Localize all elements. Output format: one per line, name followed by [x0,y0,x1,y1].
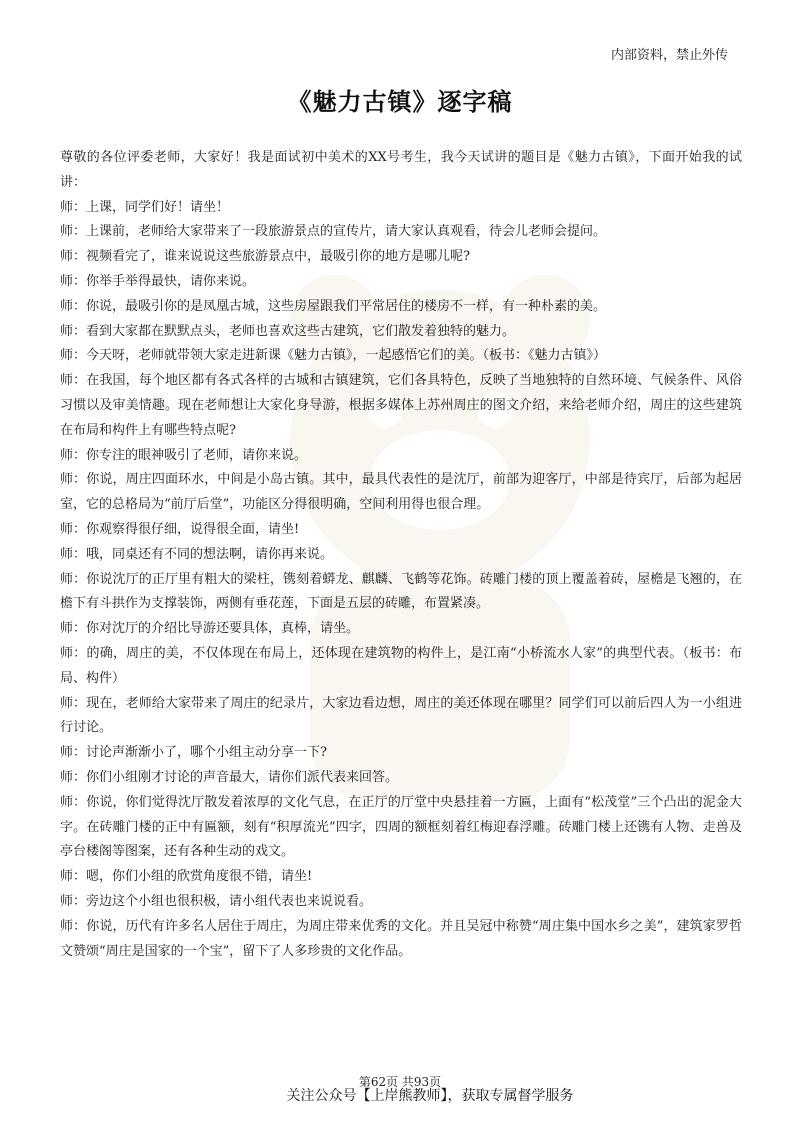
paragraph: 师：现在，老师给大家带来了周庄的纪录片，大家边看边想，周庄的美还体现在哪里？同学们可以前后四人为一小组进行讨论。 [60,695,742,736]
paragraph: 尊敬的各位评委老师，大家好！我是面试初中美术的XX号考生，我今天试讲的题目是《魅力古镇》，下面开始我的试讲： [60,150,742,190]
paragraph: 师：在我国，每个地区都有各式各样的古城和古镇建筑，它们各具特色，反映了当地独特的自然环境、气候条件、风俗习惯以及审美情趣。现在老师想让大家化身导游，根据多媒体上苏州周庄的图文介绍，来给老师介绍，周庄的这些建筑在布局和构件上有哪些特点呢? [60,373,742,438]
paragraph: 师：你说，你们觉得沈厅散发着浓厚的文化气息，在正厅的厅堂中央悬挂着一方匾，上面有“松茂堂”三个凸出的泥金大字。在砖雕门楼的正中有匾额，刻有“积厚流光”四字，四周的额框刻着红梅迎春浮雕。砖雕门楼上还镌有人物、走兽及亭台楼阁等图案，还有各种生动的戏文。 [60,794,742,860]
confidential-note: 内部资料，禁止外传 [610,48,728,63]
paragraph: 师：你说，最吸引你的是凤凰古城，这些房屋跟我们平常居住的楼房不一样，有一种朴素的美。 [60,298,607,314]
paragraph: 师：上课，同学们好！请坐！ [60,199,230,215]
paragraph: 师：嗯，你们小组的欣赏角度很不错，请坐! [60,869,313,885]
transcript-body [60,146,742,964]
footer-promo: 关注公众号【上岸熊教师】，获取专属督学服务 [286,1088,574,1104]
paragraph: 师：你们小组刚才讨论的声音最大，请你们派代表来回答。 [60,769,399,785]
page-number: 第62页 共93页 [358,1075,442,1089]
paragraph: 师：你专注的眼神吸引了老师，请你来说。 [60,447,308,463]
paragraph: 师：旁边这个小组也很积极，请小组代表也来说说看。 [60,893,373,909]
paragraph: 师：的确，周庄的美，不仅体现在布局上，还体现在建筑物的构件上，是江南“小桥流水人家”的典型代表。（板书：布局、构件） [60,645,742,686]
paragraph: 师：上课前，老师给大家带来了一段旅游景点的宣传片，请大家认真观看，待会儿老师会提问。 [60,224,607,240]
paragraph: 师：你说沈厅的正厅里有粗大的梁柱，镌刻着蟒龙、麒麟、飞鹤等花饰。砖雕门楼的顶上覆盖着砖，屋檐是飞翘的，在檐下有斗拱作为支撑装饰，两侧有垂花莲，下面是五层的砖雕，布置紧凑。 [60,571,742,612]
paragraph: 师：看到大家都在默默点头，老师也喜欢这些古建筑，它们散发着独特的魅力。 [60,323,516,339]
paragraph: 师：你说，周庄四面环水，中间是小岛古镇。其中，最具代表性的是沈厅，前部为迎客厅，中部是待宾厅，后部为起居室，它的总格局为“前厅后堂”，功能区分得很明确，空间利用得也很合理。 [60,472,742,513]
paragraph: 师：视频看完了，谁来说说这些旅游景点中，最吸引你的地方是哪儿呢? [60,249,470,265]
paragraph: 师：你对沈厅的介绍比导游还要具体，真棒，请坐。 [60,621,360,637]
paragraph: 师：你说，历代有许多名人居住于周庄，为周庄带来优秀的文化。并且吴冠中称赞“周庄集中国水乡之美”，建筑家罗哲文赞颂“周庄是国家的一个宝”，留下了人多珍贵的文化作品。 [60,918,742,959]
paragraph: 师：哦，同桌还有不同的想法啊，请你再来说。 [60,546,334,562]
document-title: 《魅力古镇》逐字稿 [287,87,513,116]
paragraph: 师：今天呀，老师就带领大家走进新课《魅力古镇》，一起感悟它们的美。（板书：《魅力古镇》） [60,348,607,364]
paragraph: 师：你观察得很仔细，说得很全面，请坐! [60,521,300,537]
paragraph: 师：讨论声渐渐小了，哪个小组主动分享一下? [60,745,327,761]
paragraph: 师：你举手举得最快，请你来说。 [60,273,256,289]
